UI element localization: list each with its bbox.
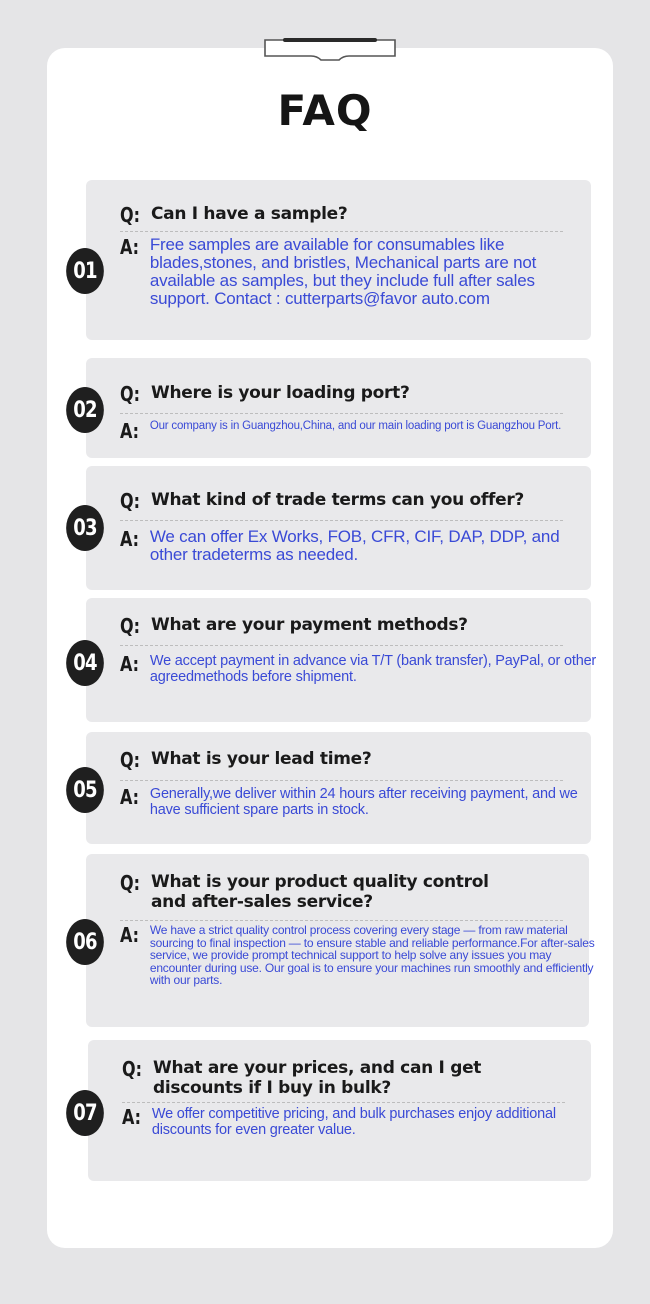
a-label: A: bbox=[122, 1105, 142, 1129]
a-label: A: bbox=[120, 235, 140, 259]
answer-text: We have a strict quality control process covering every stage — from raw material sourcing to final inspection — to ensure stable and reliable performance.For after-sales service, we provide prompt technical support to help solve any issues you may encounter during use. Our goal is to ensure your machines run smoothly and efficiently with our parts. bbox=[149, 923, 595, 987]
a-label: A: bbox=[120, 785, 140, 809]
number-badge-06: 06 bbox=[66, 919, 104, 965]
q-label: Q: bbox=[120, 203, 140, 227]
number-badge-03: 03 bbox=[66, 505, 104, 551]
answer-text: Our company is in Guangzhou,China, and our main loading port is Guangzhou Port. bbox=[149, 420, 562, 432]
question-row bbox=[120, 872, 511, 912]
answer-text: Free samples are available for consumables like blades,stones, and bristles, Mechanical parts are not available as samples, but they include full after sales support. Contact : cutterparts@favor auto.com bbox=[149, 235, 537, 308]
q-label: Q: bbox=[120, 489, 140, 513]
answer-row bbox=[120, 786, 600, 818]
faq-item-03 bbox=[86, 466, 591, 590]
answer-text: We accept payment in advance via T/T (bank transfer), PayPal, or other agreedmethods before shipment. bbox=[149, 653, 597, 685]
answer-row bbox=[120, 420, 570, 442]
q-label: Q: bbox=[120, 871, 140, 895]
answer-text: We can offer Ex Works, FOB, CFR, CIF, DAP, DDP, and other tradeterms as needed. bbox=[149, 527, 560, 564]
answer-row bbox=[120, 528, 590, 564]
faq-item-02 bbox=[86, 358, 591, 458]
a-label: A: bbox=[120, 527, 140, 551]
answer-row bbox=[122, 1106, 602, 1138]
q-label: Q: bbox=[122, 1057, 142, 1081]
question-row bbox=[120, 204, 347, 226]
answer-row bbox=[120, 924, 598, 987]
number-badge-05: 05 bbox=[66, 767, 104, 813]
question-row bbox=[120, 749, 371, 771]
q-label: Q: bbox=[120, 382, 140, 406]
divider bbox=[120, 413, 563, 414]
q-label: Q: bbox=[120, 614, 140, 638]
faq-item-07 bbox=[88, 1040, 591, 1181]
question-row bbox=[120, 383, 410, 405]
page-title: FAQ bbox=[277, 86, 373, 135]
divider bbox=[120, 920, 563, 921]
question-text: Can I have a sample? bbox=[151, 204, 348, 224]
question-text: What is your lead time? bbox=[151, 749, 372, 769]
question-text: Where is your loading port? bbox=[151, 383, 410, 403]
number-badge-07: 07 bbox=[66, 1090, 104, 1136]
faq-item-06 bbox=[86, 854, 595, 1027]
question-text: What are your prices, and can I get discounts if I buy in bulk? bbox=[153, 1058, 482, 1098]
a-label: A: bbox=[120, 419, 140, 443]
faq-item-01 bbox=[86, 180, 591, 340]
number-badge-01: 01 bbox=[66, 248, 104, 294]
question-row bbox=[120, 615, 468, 637]
clipboard-clip-icon bbox=[263, 36, 397, 62]
question-text: What kind of trade terms can you offer? bbox=[151, 490, 524, 510]
a-label: A: bbox=[120, 923, 140, 947]
divider bbox=[120, 780, 563, 781]
divider bbox=[120, 520, 563, 521]
answer-text: We offer competitive pricing, and bulk purchases enjoy additional discounts for even greater value. bbox=[151, 1106, 556, 1138]
question-text: What are your payment methods? bbox=[151, 615, 468, 635]
faq-item-05 bbox=[86, 732, 591, 844]
number-badge-04: 04 bbox=[66, 640, 104, 686]
divider bbox=[122, 1102, 565, 1103]
number-badge-02: 02 bbox=[66, 387, 104, 433]
a-label: A: bbox=[120, 652, 140, 676]
q-label: Q: bbox=[120, 748, 140, 772]
faq-item-04 bbox=[86, 598, 597, 722]
divider bbox=[120, 231, 563, 232]
question-row bbox=[120, 490, 524, 512]
question-row bbox=[122, 1058, 513, 1098]
answer-text: Generally,we deliver within 24 hours after receiving payment, and we have sufficient spare parts in stock. bbox=[149, 786, 578, 818]
question-text: What is your product quality control and after-sales service? bbox=[151, 872, 489, 912]
answer-row bbox=[120, 236, 570, 308]
answer-row bbox=[120, 653, 600, 685]
divider bbox=[120, 645, 563, 646]
